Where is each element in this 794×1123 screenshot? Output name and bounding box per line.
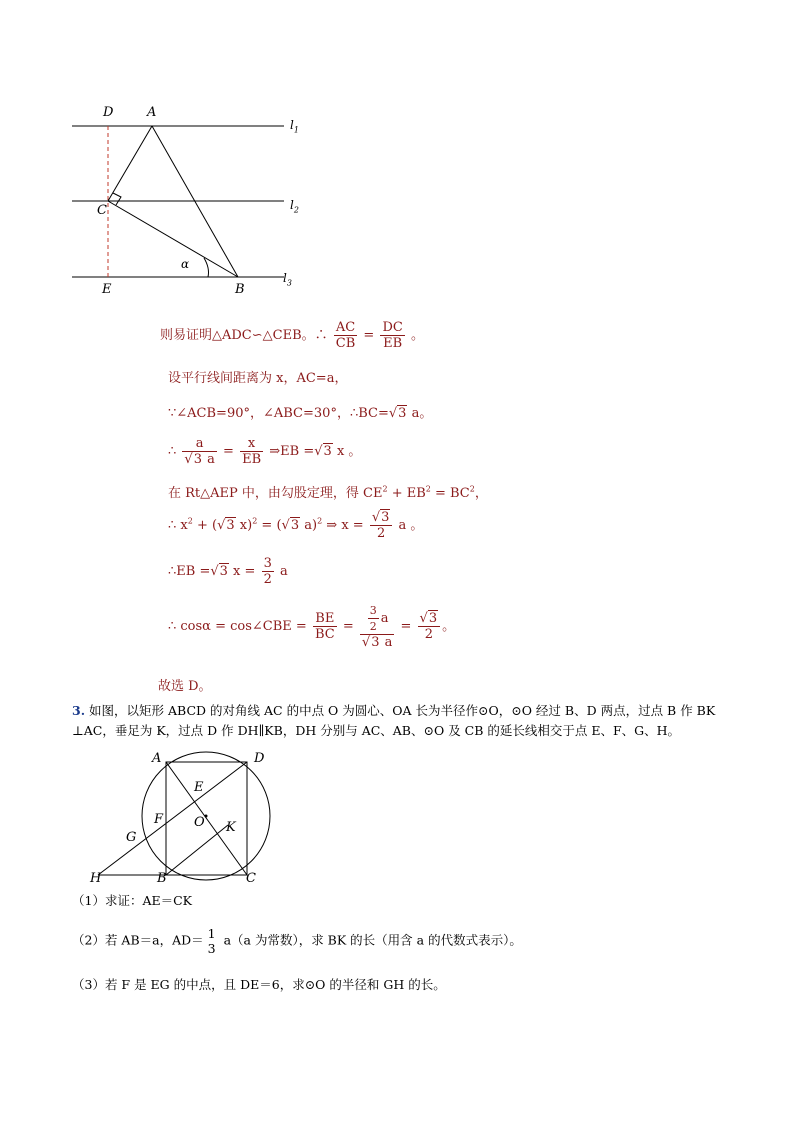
text: a <box>380 635 393 650</box>
solution-line-4: ∴ $\frac{a}{√3 a}$ = $\frac{x}{EB}$ ⇒EB =√3 x 。 <box>168 436 362 467</box>
frac-den: 2 <box>263 572 272 587</box>
question-2 <box>72 926 522 956</box>
text: ∴EB = <box>168 564 211 579</box>
fig3-label-E: E <box>194 780 204 795</box>
segment-bk <box>166 825 228 875</box>
sqrt-radicand: 3 <box>398 406 407 421</box>
text: + ( <box>192 518 218 533</box>
eq: = <box>400 619 412 634</box>
solution-line-9: 故选 D。 <box>158 679 212 694</box>
fig3-label-K: K <box>226 820 236 835</box>
solution-line-7: ∴EB =√3 x = $\frac{3}{2}$ a <box>168 556 288 587</box>
label-l2: $l_2$ <box>290 198 299 215</box>
text: ⇒EB = <box>269 444 315 459</box>
text: ， <box>474 486 488 501</box>
diagonal-ac <box>166 762 247 875</box>
frac-den: CB <box>335 336 356 351</box>
text: 在 Rt△AEP 中，由勾股定理，得 CE <box>168 486 383 501</box>
frac-num: DC <box>382 320 403 335</box>
sup: 2 <box>469 484 475 494</box>
fig3-label-O: O <box>194 815 205 830</box>
text: a) <box>300 518 318 533</box>
text: x = <box>228 564 256 579</box>
fig3-label-D: D <box>254 751 265 766</box>
eq: = <box>223 444 234 459</box>
frac-den: 2 <box>369 620 377 633</box>
solution-line-6: ∴ $x^2 + (√3$ x)$^2$ = (√3 a)$^2$ ⇒ x = $\frac{√3}{2}$ a 。 <box>168 510 424 541</box>
text: x 。 <box>332 444 362 459</box>
frac-num: x <box>240 436 263 452</box>
sqrt-radicand: 3 <box>371 635 380 650</box>
text: + EB <box>387 486 426 501</box>
sup: 2 <box>382 484 388 494</box>
problem-number: 3. <box>72 703 86 718</box>
segment-cb <box>108 201 238 277</box>
text: ∴ x <box>168 518 188 533</box>
label-D: D <box>103 105 114 120</box>
text: ∴ <box>168 444 177 459</box>
frac-num: 3 <box>263 556 272 571</box>
text: a。 <box>407 406 433 421</box>
label-alpha: α <box>181 257 190 271</box>
frac-den: 2 <box>376 526 386 541</box>
fig3-label-A: A <box>152 751 162 766</box>
solution-line-5 <box>168 482 488 501</box>
fig3-label-F: F <box>154 812 164 827</box>
frac-num: a <box>182 436 216 452</box>
frac-den: EB <box>242 452 262 467</box>
question-1: （1）求证：AE＝CK <box>72 893 193 908</box>
frac-num: 1 <box>207 926 216 941</box>
label-l3: $l_3$ <box>283 271 292 288</box>
angle-alpha-arc <box>204 258 209 277</box>
segment-ac <box>108 126 152 201</box>
sqrt-radicand: 3 <box>226 518 235 533</box>
question-3: （3）若 F 是 EG 的中点，且 DE＝6，求⊙O 的半径和 GH 的长。 <box>72 977 446 992</box>
frac-num: BE <box>313 611 337 627</box>
fig3-label-B: B <box>157 871 167 886</box>
segment-dh <box>98 762 247 875</box>
sqrt-radicand: 3 <box>381 510 390 525</box>
solution-line-8: ∴ cosα = cos∠CBE = $\frac{BE}{BC}$ = $\frac{3}{2}$ a √3 a = $\frac{√3}{2}$ 。 <box>168 604 456 650</box>
parallel-lines-figure <box>60 100 320 300</box>
fig3-label-H: H <box>90 871 102 886</box>
sqrt-radicand: 3 <box>323 444 332 459</box>
text: a 。 <box>394 518 424 533</box>
sup: 2 <box>252 516 258 526</box>
text: ∵∠ACB=90°，∠ABC=30°，∴BC= <box>168 406 389 421</box>
frac-den: BC <box>314 627 335 642</box>
text: a <box>380 611 389 626</box>
label-l1: $l_1$ <box>290 118 299 135</box>
text: 则易证明△ADC∽△CEB。∴ <box>160 328 328 343</box>
solution-line-1 <box>160 320 424 351</box>
solution-line-3: ∵∠ACB=90°，∠ABC=30°，∴BC=√3 a。 <box>168 406 433 421</box>
frac-den: EB <box>383 336 403 351</box>
fig3-label-C: C <box>246 871 256 886</box>
rectangle-circle-figure <box>80 745 280 890</box>
frac-den: 2 <box>424 627 433 642</box>
problem-3-line-1 <box>72 702 715 720</box>
text: a（a 为常数），求 BK 的长（用含 a 的代数式表示）。 <box>219 932 522 948</box>
sqrt-radicand: 3 <box>193 452 202 467</box>
text: a <box>275 564 288 579</box>
text: 。 <box>410 328 424 343</box>
label-A: A <box>147 105 157 120</box>
problem-text: 如图，以矩形 ABCD 的对角线 AC 的中点 O 为圆心、OA 长为半径作⊙O，⊙O 经过 B、D 两点，过点 B 作 BK <box>89 703 716 718</box>
label-C: C <box>97 203 107 218</box>
problem-3-line-2: ⊥AC，垂足为 K，过点 D 作 DH∥KB，DH 分别与 AC、AB、⊙O 及 CB 的延长线相交于点 E、F、G、H。 <box>72 723 681 738</box>
text: ⇒ x = <box>322 518 364 533</box>
eq: = <box>363 328 375 343</box>
text: a <box>203 452 215 467</box>
solution-line-2: 设平行线间距离为 x，AC=a， <box>168 371 348 386</box>
sup: 2 <box>425 484 431 494</box>
text: = BC <box>430 486 470 501</box>
sup: 2 <box>187 516 193 526</box>
text: x) <box>235 518 253 533</box>
sup: 2 <box>317 516 323 526</box>
eq: = <box>342 619 354 634</box>
sqrt-radicand: 3 <box>290 518 300 533</box>
text: （2）若 AB＝a，AD＝ <box>72 932 204 948</box>
frac-den: 3 <box>207 941 216 956</box>
sqrt-radicand: 3 <box>219 564 228 579</box>
sqrt-radicand: 3 <box>428 611 438 626</box>
right-angle-mark <box>113 193 121 205</box>
text: 。 <box>442 619 456 634</box>
fig3-label-G: G <box>126 830 137 845</box>
frac-num: 3 <box>369 604 377 617</box>
label-E: E <box>102 282 112 297</box>
text: = ( <box>257 518 282 533</box>
label-B: B <box>235 282 245 297</box>
frac-num: AC <box>334 320 358 336</box>
text: ∴ cosα = cos∠CBE = <box>168 619 307 634</box>
